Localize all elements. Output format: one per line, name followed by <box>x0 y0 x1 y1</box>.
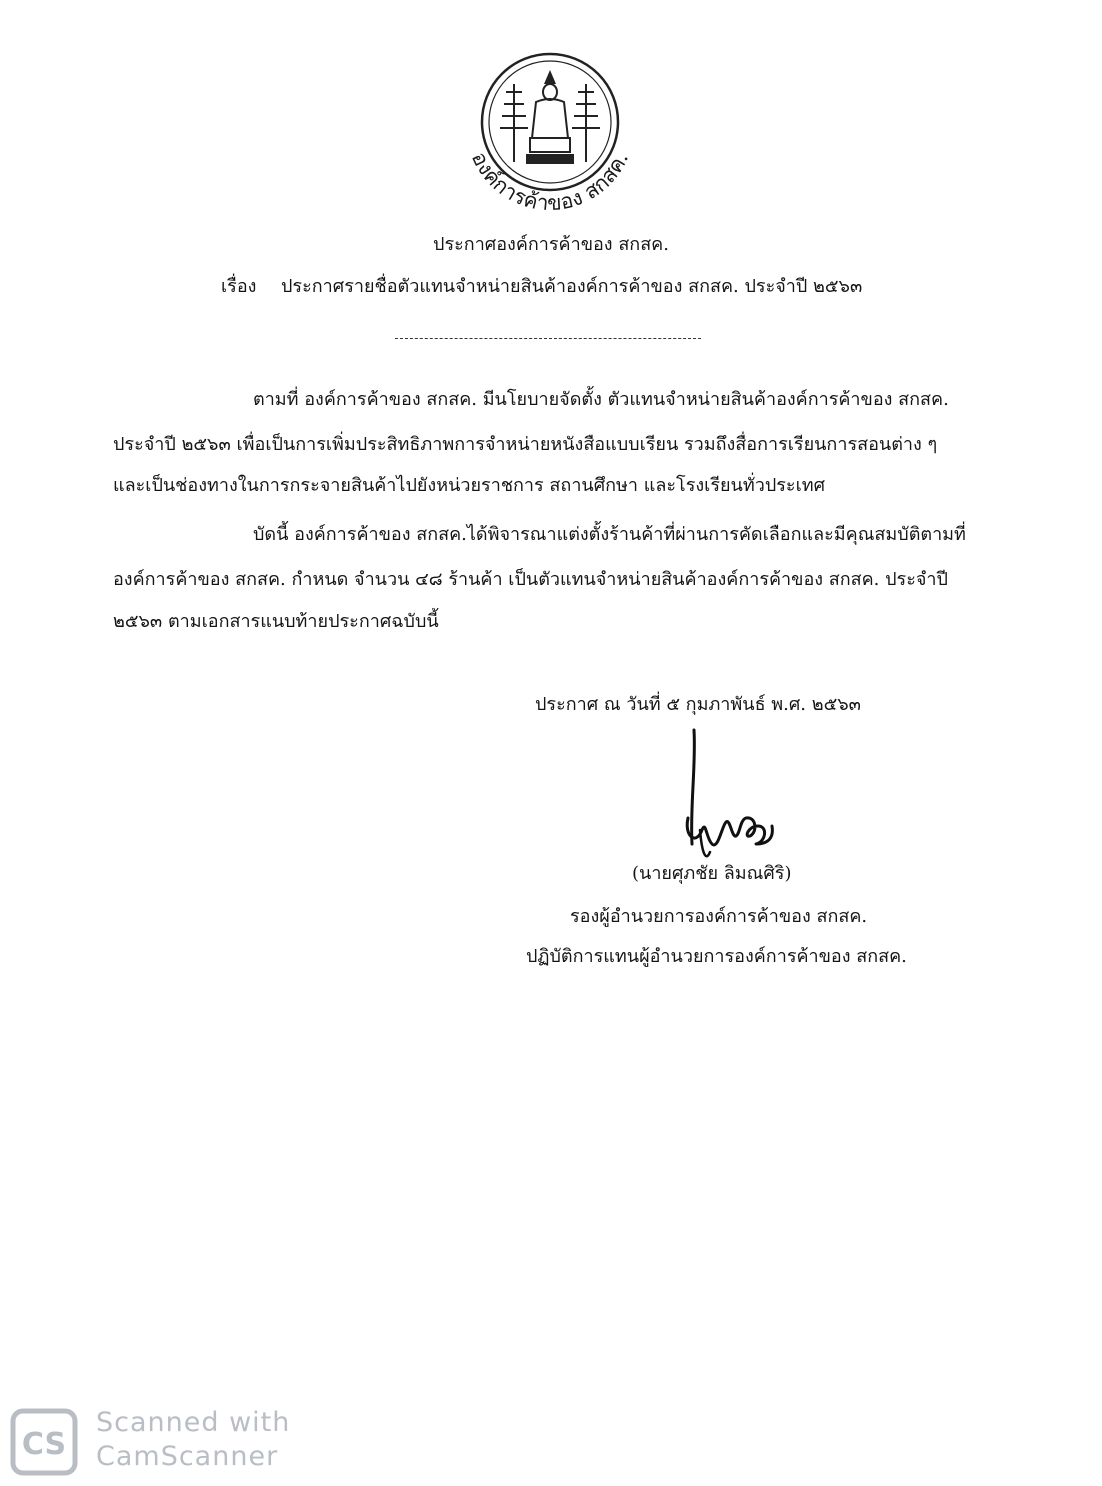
signer-title-2: ปฏิบัติการแทนผู้อำนวยการองค์การค้าของ สกสค. <box>526 946 907 967</box>
organization-seal <box>430 32 670 222</box>
signer-name: (นายศุภชัย ลิมณศิริ) <box>632 863 792 884</box>
announcement-title: ประกาศองค์การค้าของ สกสค. <box>433 234 669 255</box>
seal-lettering: องค์การค้าของ สกสค. <box>466 148 634 216</box>
paragraph-1-line-3: และเป็นช่องทางในการกระจายสินค้าไปยังหน่วยราชการ สถานศึกษา และโรงเรียนทั่วประเทศ <box>113 475 826 496</box>
watermark-line-2: CamScanner <box>96 1441 279 1472</box>
camscanner-logo-text: CS <box>21 1427 67 1462</box>
dashed-divider <box>395 338 701 339</box>
paragraph-2-line-1: บัดนี้ องค์การค้าของ สกสค.ได้พิจารณาแต่งตั้งร้านค้าที่ผ่านการคัดเลือกและมีคุณสมบัติตามที่ <box>253 524 966 545</box>
camscanner-logo-icon <box>10 1408 78 1476</box>
subject-label: เรื่อง <box>221 276 257 297</box>
announcement-date: ประกาศ ณ วันที่ ๕ กุมภาพันธ์ พ.ศ. ๒๕๖๓ <box>535 694 861 715</box>
paragraph-1-line-2: ประจำปี ๒๕๖๓ เพื่อเป็นการเพิ่มประสิทธิภาพการจำหน่ายหนังสือแบบเรียน รวมถึงสื่อการเรียนการสอนต่าง ๆ <box>113 434 938 455</box>
signer-title-1: รองผู้อำนวยการองค์การค้าของ สกสค. <box>570 906 868 927</box>
subject-text: ประกาศรายชื่อตัวแทนจำหน่ายสินค้าองค์การค้าของ สกสค. ประจำปี ๒๕๖๓ <box>281 276 863 297</box>
watermark-line-1: Scanned with <box>96 1407 291 1438</box>
handwritten-signature <box>676 726 786 864</box>
paragraph-2-line-2: องค์การค้าของ สกสค. กำหนด จำนวน ๔๘ ร้านค้า เป็นตัวแทนจำหน่ายสินค้าองค์การค้าของ สกสค. ประจำปี <box>113 569 948 590</box>
paragraph-1-line-1: ตามที่ องค์การค้าของ สกสค. มีนโยบายจัดตั้ง ตัวแทนจำหน่ายสินค้าองค์การค้าของ สกสค. <box>253 389 949 410</box>
paragraph-2-line-3: ๒๕๖๓ ตามเอกสารแนบท้ายประกาศฉบับนี้ <box>113 611 439 632</box>
